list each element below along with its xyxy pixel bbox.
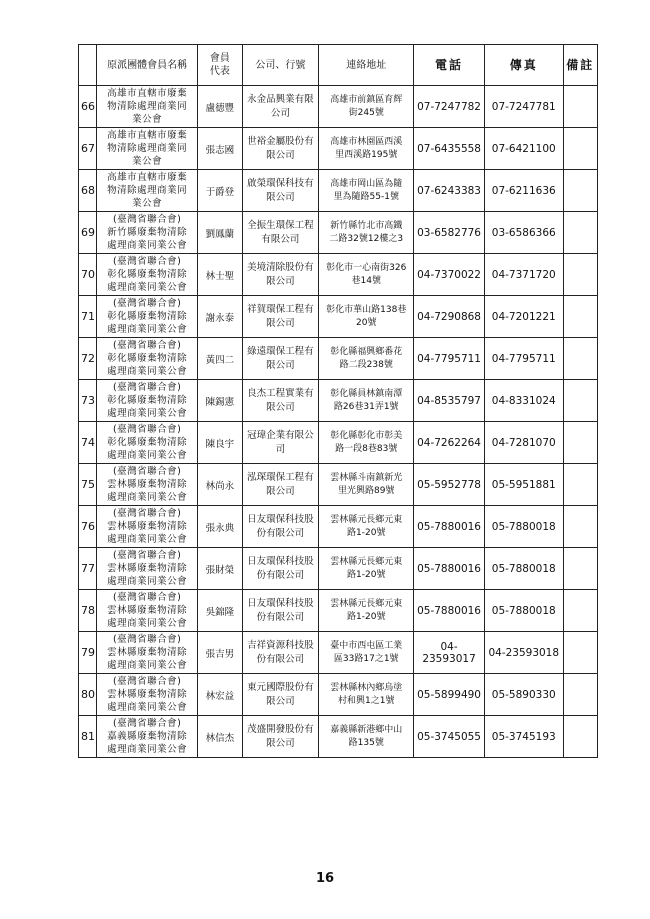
association-name: (臺灣省聯合會) 雲林縣廢棄物清除 處理商業同業公會	[97, 674, 198, 716]
contact-address: 彰化縣彰化市彰美 路一段8巷83號	[319, 422, 414, 464]
contact-address: 雲林縣元長鄉元東 路1-20號	[319, 548, 414, 590]
fax-number: 04-7371720	[484, 254, 563, 296]
remarks	[563, 506, 597, 548]
contact-address: 嘉義縣新港鄉中山 路135號	[319, 716, 414, 758]
row-number: 69	[79, 212, 97, 254]
company-name: 啟榮環保科技有 限公司	[242, 170, 319, 212]
table-row	[79, 170, 598, 212]
table-row	[79, 674, 598, 716]
phone-number: 04-7290868	[414, 296, 485, 338]
fax-number: 05-7880018	[484, 548, 563, 590]
contact-address: 高雄市林園區西溪 里西溪路195號	[319, 128, 414, 170]
association-name: (臺灣省聯合會) 雲林縣廢棄物清除 處理商業同業公會	[97, 548, 198, 590]
member-representative: 張財榮	[198, 548, 242, 590]
phone-number: 07-7247782	[414, 86, 485, 128]
table-row	[79, 86, 598, 128]
page-number: 16	[315, 871, 335, 886]
member-representative: 林士聖	[198, 254, 242, 296]
row-number: 66	[79, 86, 97, 128]
company-name: 東元國際股份有 限公司	[242, 674, 319, 716]
phone-number: 04-7262264	[414, 422, 485, 464]
association-name: (臺灣省聯合會) 雲林縣廢棄物清除 處理商業同業公會	[97, 506, 198, 548]
row-number: 80	[79, 674, 97, 716]
fax-number: 05-3745193	[484, 716, 563, 758]
fax-number: 07-6211636	[484, 170, 563, 212]
phone-number: 04-8535797	[414, 380, 485, 422]
phone-number: 04-23593017	[414, 632, 485, 674]
remarks	[563, 86, 597, 128]
association-name: 高雄市直轄市廢棄 物清除處理商業同 業公會	[97, 128, 198, 170]
remarks	[563, 422, 597, 464]
association-name: 高雄市直轄市廢棄 物清除處理商業同 業公會	[97, 86, 198, 128]
remarks	[563, 674, 597, 716]
header-association: 原派團體會員名稱	[97, 45, 198, 86]
remarks	[563, 170, 597, 212]
row-number: 75	[79, 464, 97, 506]
phone-number: 05-5952778	[414, 464, 485, 506]
header-address: 連絡地址	[319, 45, 414, 86]
association-name: (臺灣省聯合會) 彰化縣廢棄物清除 處理商業同業公會	[97, 338, 198, 380]
phone-number: 05-5899490	[414, 674, 485, 716]
table-row	[79, 296, 598, 338]
fax-number: 04-7795711	[484, 338, 563, 380]
row-number: 77	[79, 548, 97, 590]
phone-number: 05-7880016	[414, 506, 485, 548]
remarks	[563, 380, 597, 422]
table-row	[79, 632, 598, 674]
table-row	[79, 422, 598, 464]
row-number: 72	[79, 338, 97, 380]
association-name: (臺灣省聯合會) 雲林縣廢棄物清除 處理商業同業公會	[97, 632, 198, 674]
contact-address: 高雄市岡山區為隨 里為隨路55-1號	[319, 170, 414, 212]
member-representative: 劉鳳蘭	[198, 212, 242, 254]
phone-number: 05-7880016	[414, 548, 485, 590]
member-representative: 張永典	[198, 506, 242, 548]
header-rep: 會員 代表	[198, 45, 242, 86]
header-company: 公司、行號	[242, 45, 319, 86]
phone-number: 04-7370022	[414, 254, 485, 296]
phone-number: 05-7880016	[414, 590, 485, 632]
contact-address: 彰化縣員林鎮南潭 路26巷31弄1號	[319, 380, 414, 422]
table-row	[79, 716, 598, 758]
company-name: 世裕金屬股份有 限公司	[242, 128, 319, 170]
header-note: 備註	[563, 45, 597, 86]
remarks	[563, 464, 597, 506]
member-representative: 陳良宇	[198, 422, 242, 464]
association-name: (臺灣省聯合會) 嘉義縣廢棄物清除 處理商業同業公會	[97, 716, 198, 758]
table-row	[79, 254, 598, 296]
row-number: 67	[79, 128, 97, 170]
association-name: (臺灣省聯合會) 彰化縣廢棄物清除 處理商業同業公會	[97, 296, 198, 338]
member-representative: 盧德豐	[198, 86, 242, 128]
member-representative: 林尚永	[198, 464, 242, 506]
row-number: 81	[79, 716, 97, 758]
member-representative: 于爵登	[198, 170, 242, 212]
company-name: 祥賀環保工程有 限公司	[242, 296, 319, 338]
phone-number: 07-6243383	[414, 170, 485, 212]
phone-number: 07-6435558	[414, 128, 485, 170]
member-representative: 陳錫憲	[198, 380, 242, 422]
phone-number: 04-7795711	[414, 338, 485, 380]
contact-address: 彰化縣福興鄉番花 路二段238號	[319, 338, 414, 380]
contact-address: 高雄市前鎮區育辉 街245號	[319, 86, 414, 128]
table-row	[79, 548, 598, 590]
table-row	[79, 380, 598, 422]
table-row	[79, 506, 598, 548]
company-name: 日友環保科技股 份有限公司	[242, 548, 319, 590]
company-name: 吉祥資源科技股 份有限公司	[242, 632, 319, 674]
phone-number: 03-6582776	[414, 212, 485, 254]
fax-number: 07-6421100	[484, 128, 563, 170]
row-number: 73	[79, 380, 97, 422]
table-row	[79, 212, 598, 254]
contact-address: 雲林縣林內鄉烏塗 村和興1之1號	[319, 674, 414, 716]
association-name: (臺灣省聯合會) 雲林縣廢棄物清除 處理商業同業公會	[97, 590, 198, 632]
table-row	[79, 128, 598, 170]
contact-address: 雲林縣斗南鎮新光 里光興路89號	[319, 464, 414, 506]
row-number: 71	[79, 296, 97, 338]
remarks	[563, 338, 597, 380]
company-name: 良杰工程實業有 限公司	[242, 380, 319, 422]
contact-address: 新竹縣竹北市高鐵 二路32號12樓之3	[319, 212, 414, 254]
company-name: 日友環保科技股 份有限公司	[242, 590, 319, 632]
remarks	[563, 632, 597, 674]
table-row	[79, 590, 598, 632]
fax-number: 03-6586366	[484, 212, 563, 254]
table-body	[79, 86, 598, 758]
fax-number: 04-23593018	[484, 632, 563, 674]
fax-number: 05-7880018	[484, 590, 563, 632]
member-representative: 張吉男	[198, 632, 242, 674]
header-tel: 電話	[414, 45, 485, 86]
row-number: 79	[79, 632, 97, 674]
header-no	[79, 45, 97, 86]
member-representative: 黃四二	[198, 338, 242, 380]
row-number: 76	[79, 506, 97, 548]
member-representative: 張志國	[198, 128, 242, 170]
fax-number: 07-7247781	[484, 86, 563, 128]
contact-address: 彰化市一心南街326 巷14號	[319, 254, 414, 296]
header-fax: 傳真	[484, 45, 563, 86]
company-name: 美境清除股份有 限公司	[242, 254, 319, 296]
association-name: (臺灣省聯合會) 新竹縣廢棄物清除 處理商業同業公會	[97, 212, 198, 254]
association-name: (臺灣省聯合會) 彰化縣廢棄物清除 處理商業同業公會	[97, 422, 198, 464]
fax-number: 04-8331024	[484, 380, 563, 422]
fax-number: 05-7880018	[484, 506, 563, 548]
fax-number: 04-7201221	[484, 296, 563, 338]
company-name: 綠遠環保工程有 限公司	[242, 338, 319, 380]
member-representative: 謝永泰	[198, 296, 242, 338]
member-roster-table	[78, 44, 598, 758]
row-number: 68	[79, 170, 97, 212]
remarks	[563, 590, 597, 632]
fax-number: 04-7281070	[484, 422, 563, 464]
remarks	[563, 254, 597, 296]
member-representative: 林宏益	[198, 674, 242, 716]
row-number: 70	[79, 254, 97, 296]
row-number: 74	[79, 422, 97, 464]
association-name: (臺灣省聯合會) 彰化縣廢棄物清除 處理商業同業公會	[97, 380, 198, 422]
contact-address: 彰化市華山路138巷 20號	[319, 296, 414, 338]
company-name: 冠瑋企業有限公 司	[242, 422, 319, 464]
remarks	[563, 128, 597, 170]
company-name: 茂盛開發股份有 限公司	[242, 716, 319, 758]
association-name: (臺灣省聯合會) 彰化縣廢棄物清除 處理商業同業公會	[97, 254, 198, 296]
association-name: (臺灣省聯合會) 雲林縣廢棄物清除 處理商業同業公會	[97, 464, 198, 506]
fax-number: 05-5890330	[484, 674, 563, 716]
table-header-row	[79, 45, 598, 86]
remarks	[563, 548, 597, 590]
company-name: 全振生環保工程 有限公司	[242, 212, 319, 254]
association-name: 高雄市直轄市廢棄 物清除處理商業同 業公會	[97, 170, 198, 212]
member-representative: 吳錦隆	[198, 590, 242, 632]
company-name: 泓琛環保工程有 限公司	[242, 464, 319, 506]
remarks	[563, 296, 597, 338]
row-number: 78	[79, 590, 97, 632]
contact-address: 雲林縣元長鄉元東 路1-20號	[319, 590, 414, 632]
member-representative: 林信杰	[198, 716, 242, 758]
contact-address: 臺中市西屯區工業 區33路17之1號	[319, 632, 414, 674]
remarks	[563, 716, 597, 758]
company-name: 永金品興業有限 公司	[242, 86, 319, 128]
contact-address: 雲林縣元長鄉元東 路1-20號	[319, 506, 414, 548]
company-name: 日友環保科技股 份有限公司	[242, 506, 319, 548]
table-row	[79, 338, 598, 380]
phone-number: 05-3745055	[414, 716, 485, 758]
fax-number: 05-5951881	[484, 464, 563, 506]
table-row	[79, 464, 598, 506]
remarks	[563, 212, 597, 254]
